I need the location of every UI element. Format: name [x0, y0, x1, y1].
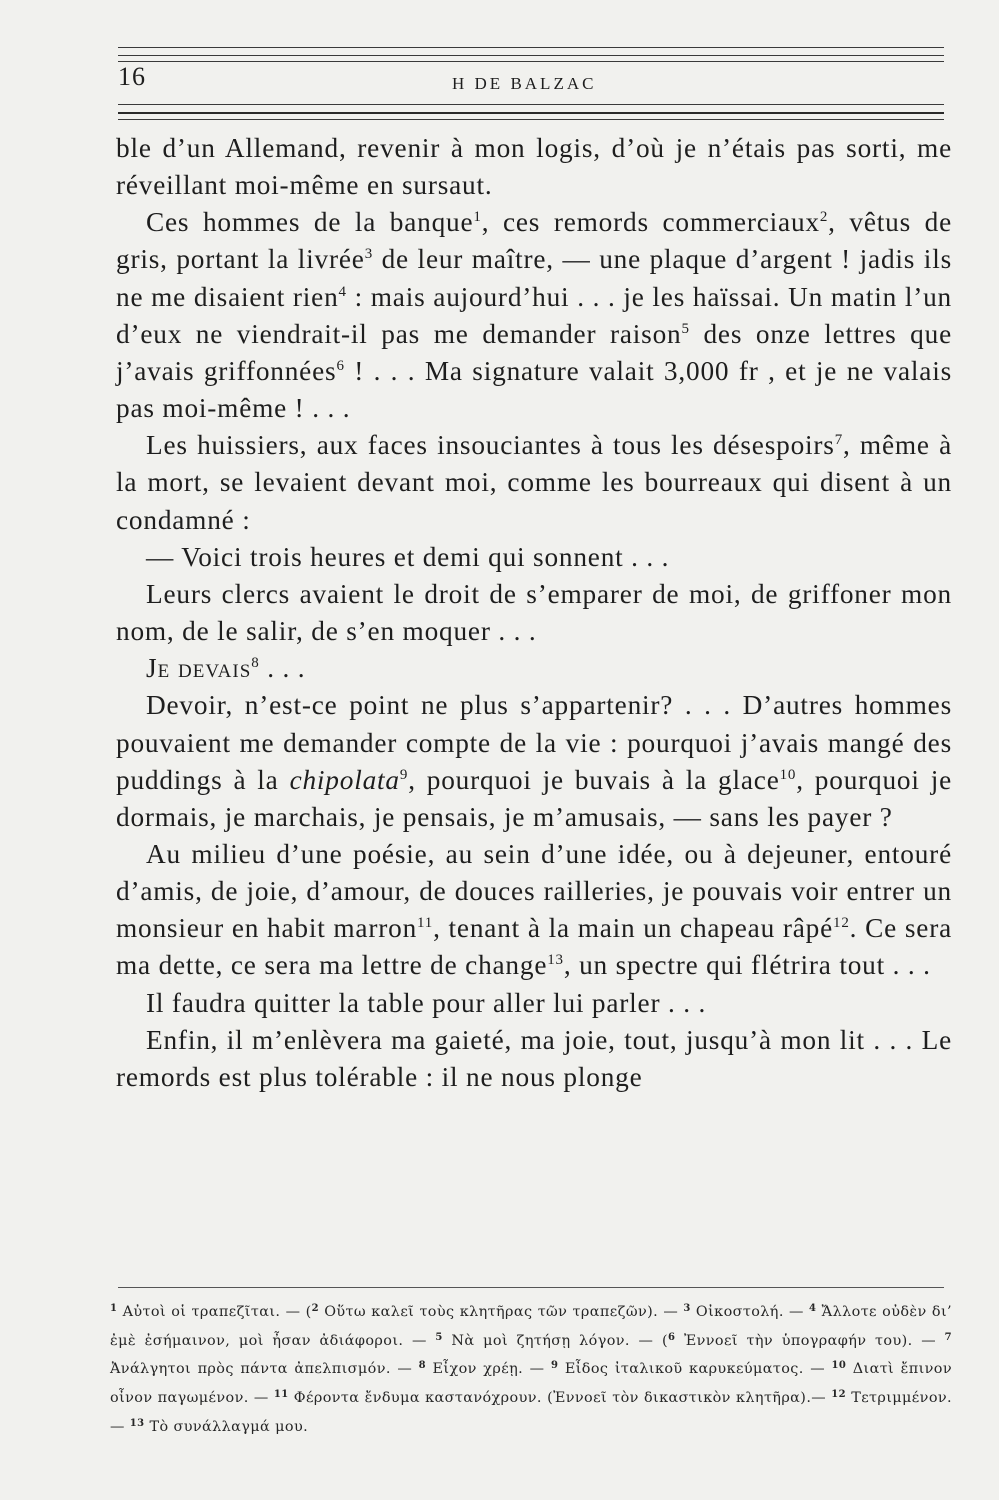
footnote-rule	[118, 1287, 944, 1288]
footnote-ref-5: 5	[681, 320, 690, 337]
paragraph-7	[116, 687, 952, 836]
text-run: ! . . . Ma signature valait 3,000 fr , et je ne valais pas moi-même ! . . .	[116, 355, 952, 424]
paragraph-9	[116, 985, 952, 1022]
footnote-text: Τὸ συνάλλαγμά μου.	[144, 1418, 309, 1435]
footnote-ref-3: 3	[364, 246, 374, 263]
paragraph-2	[116, 204, 952, 427]
header-rule-bottom-2	[118, 112, 944, 114]
footnote-num-5: 5	[435, 1331, 443, 1343]
footnote-ref-1: 1	[473, 209, 482, 226]
footnote-ref-4: 4	[338, 283, 347, 300]
footnote-text: Νὰ μοὶ ζητήσῃ λόγον. — (	[442, 1332, 668, 1349]
footnote-text: Φέροντα ἔνδυμα καστανόχρουν. (Ἐννοεῖ τὸν δικαστικὸν κλητῆρα).—	[288, 1390, 832, 1407]
footnote-num-10: 10	[831, 1360, 847, 1372]
text-run: ble d’un Allemand, revenir à mon logis, d’où je n’étais pas sorti, me réveillant moi-même en sursaut.	[116, 133, 952, 201]
footnote-text: Τετριμμένον. —	[110, 1390, 953, 1435]
text-run: , vêtus de gris, portant la livrée	[116, 207, 952, 275]
footnote-num-4: 4	[809, 1303, 817, 1314]
italic-run: chipolata	[289, 764, 400, 795]
main-text	[116, 130, 952, 1096]
paragraph-10	[116, 1022, 952, 1096]
footnote-text: Αὐτοὶ οἱ τραπεζῖται. — (	[117, 1304, 312, 1320]
footnote-num-8: 8	[418, 1360, 427, 1372]
page-number: 16	[118, 62, 146, 91]
footnote-num-12: 12	[831, 1389, 846, 1401]
footnote-text: Οὕτω καλεῖ τοὺς κλητῆρας τῶν τραπεζῶν). —	[318, 1304, 684, 1320]
header-rule-bottom	[118, 104, 944, 105]
footnote-num-13: 13	[129, 1417, 145, 1429]
paragraph-8	[116, 836, 952, 985]
text-run: . . .	[259, 653, 306, 684]
footnote-num-11: 11	[273, 1389, 289, 1401]
footnote-ref-13: 13	[547, 952, 564, 969]
footnote-num-2: 2	[311, 1303, 319, 1314]
footnote-ref-6: 6	[336, 357, 345, 374]
text-run: . Ce sera ma dette, ce sera ma lettre de change	[116, 913, 952, 981]
text-run: Leurs clercs avaient le droit de s’emparer de moi, de griffoner mon nom, de le salir, de s’en moquer . . .	[116, 578, 952, 647]
text-run: : mais aujourd’hui . . . je les haïssai. Un matin l’un d’eux ne viendrait-il pas me demander raison	[116, 281, 952, 349]
text-run: , ces remords commerciaux	[481, 207, 820, 238]
paragraph-5	[116, 576, 952, 650]
text-run: de leur maître, — une plaque d’argent ! jadis ils ne me disaient rien	[116, 244, 952, 312]
footnote-text: Εἶχον χρέῃ. —	[426, 1361, 551, 1378]
running-head: H DE BALZAC	[452, 74, 597, 93]
text-run: — Voici trois heures et demi qui sonnent . . .	[146, 541, 670, 572]
text-run: Les huissiers, aux faces insouciantes à tous les désespoirs	[146, 430, 835, 461]
text-run: Devoir, n’est-ce point ne plus s’appartenir? . . . D’autres hommes pouvaient me demander compte de la vie : pourquoi j’avais mangé des puddings à la	[116, 690, 952, 795]
paragraph-4	[116, 539, 952, 576]
footnote-ref-9: 9	[399, 766, 409, 783]
footnote-text: Ἄλλοτε οὐδὲν δι’ ἐμὲ ἐσήμαινον, μοὶ ἦσαν ἀδιάφοροι. —	[110, 1304, 953, 1349]
text-run: Au milieu d’une poésie, au sein d’une idée, ou à dejeuner, entouré d’amis, de joie, d’amour, de douces railleries, je pouvais voir entrer un monsieur en habit marron	[116, 838, 952, 944]
footnote-ref-7: 7	[834, 432, 844, 449]
text-run: , même à la mort, se levaient devant moi, comme les bourreaux qui disent à un condamné :	[116, 430, 952, 535]
paragraph-1	[116, 130, 952, 204]
text-run: des onze lettres que j’avais griffonnées	[116, 318, 952, 386]
footnote-text: Οἰκοστολή. —	[690, 1304, 810, 1320]
footnote-ref-8: 8	[251, 655, 260, 672]
footnote-text: Ἐννοεῖ τὴν ὑπογραφήν του). —	[675, 1332, 945, 1349]
text-run: , pourquoi je dormais, je marchais, je pensais, je m’amusais, — sans les payer ?	[116, 764, 953, 832]
footnote-text: Ἀνάλγητοι πρὸς πάντα ἀπελπισμόν. —	[110, 1361, 419, 1378]
footnotes	[110, 1298, 952, 1442]
footnote-ref-10: 10	[779, 766, 797, 783]
footnote-ref-11: 11	[417, 915, 434, 932]
text-run: , pourquoi je buvais à la glace	[408, 764, 780, 795]
footnote-num-9: 9	[550, 1360, 559, 1372]
footnote-num-7: 7	[944, 1331, 952, 1343]
paragraph-3	[116, 427, 952, 538]
header-rule-top-2	[118, 55, 944, 56]
footnote-ref-12: 12	[833, 915, 850, 932]
footnote-text: Εἶδος ἰταλικοῦ καρυκεύματος. —	[558, 1361, 832, 1378]
text-run: Enfin, il m’enlèvera ma gaieté, ma joie, tout, jusqu’à mon lit . . . Le remords est plus tolérable : il ne nous plonge	[116, 1024, 952, 1092]
header-rule-top-3	[118, 61, 944, 62]
footnote-num-6: 6	[667, 1331, 676, 1343]
footnote-num-1: 1	[110, 1303, 118, 1314]
footnote-num-3: 3	[683, 1303, 691, 1314]
text-run: , un spectre qui flétrira tout . . .	[563, 950, 931, 981]
text-run: Ces hommes de la banque	[146, 207, 474, 238]
footnote-text: Διατὶ ἔπινον οἶνον παγωμένον. —	[110, 1361, 952, 1407]
footnote-ref-2: 2	[819, 209, 829, 226]
header-rule-top	[118, 47, 944, 48]
header-rule-bottom-3	[118, 119, 944, 120]
text-run: Il faudra quitter la table pour aller lui parler . . .	[146, 987, 707, 1018]
paragraph-6	[116, 650, 952, 687]
small-caps-run: Je devais	[146, 653, 252, 684]
text-run: , tenant à la main un chapeau râpé	[433, 913, 834, 944]
